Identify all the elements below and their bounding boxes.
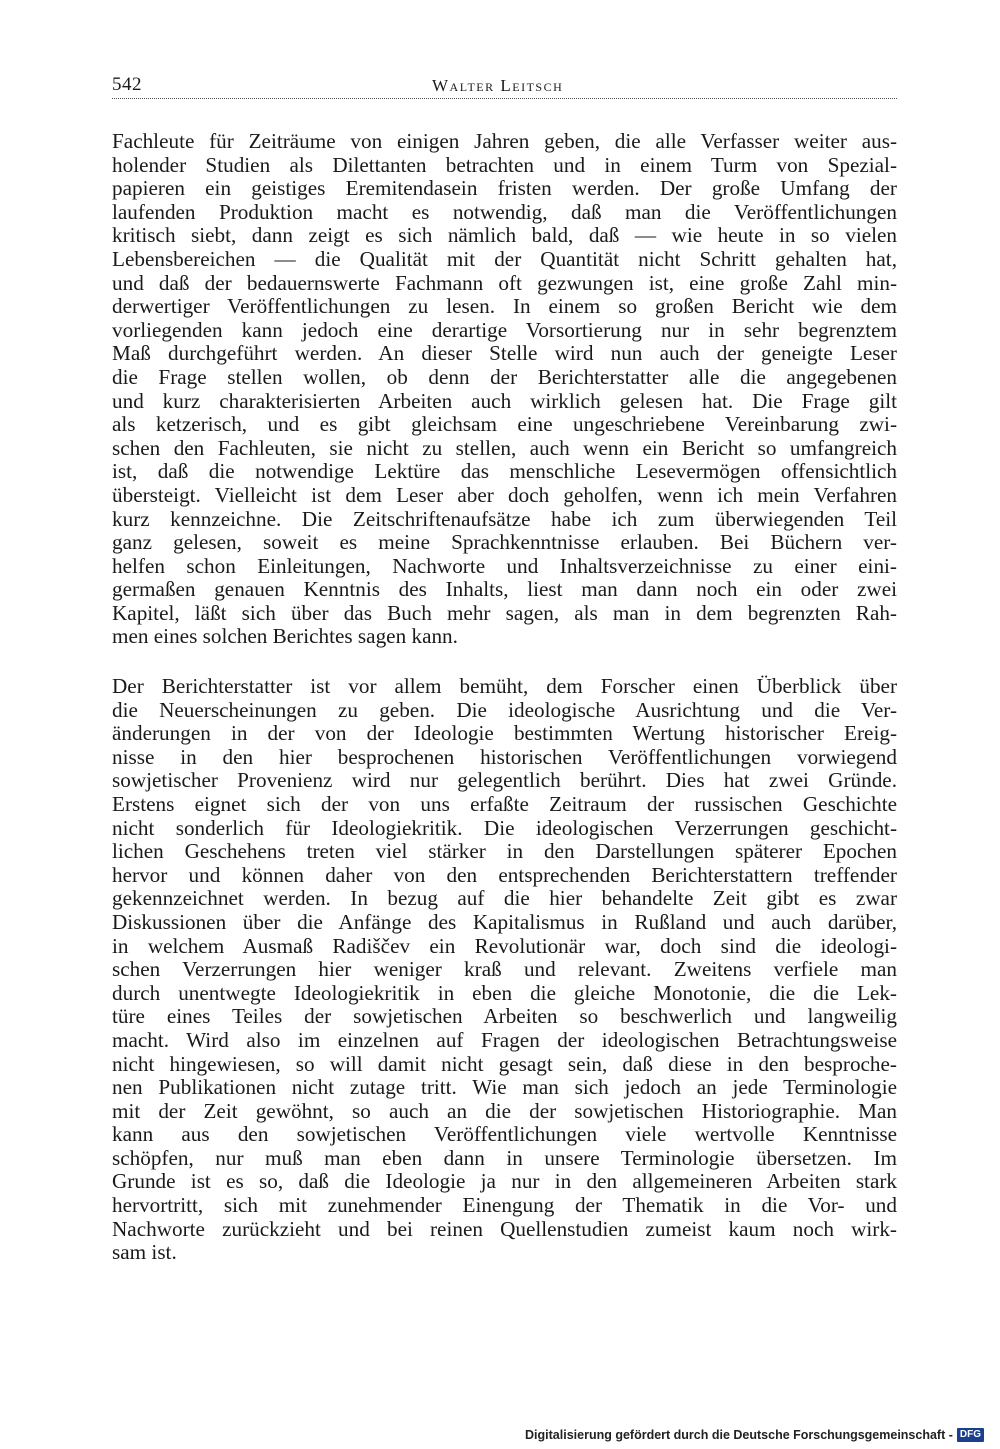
- text-line: mit der Zeit gewöhnt, so auch an die der sowjetischen Historiographie. Man: [112, 1099, 897, 1123]
- text-line: Der Berichterstatter ist vor allem bemüht, dem Forscher einen Überblick über: [112, 675, 897, 698]
- dfg-logo: DFG: [957, 1428, 984, 1442]
- text-line: und daß der bedauernswerte Fachmann oft gezwungen ist, eine große Zahl min-: [112, 271, 897, 295]
- text-line: übersteigt. Vielleicht ist dem Leser aber doch geholfen, wenn ich mein Verfahren: [112, 483, 897, 507]
- text-line: schen den Fachleuten, sie nicht zu stellen, auch wenn ein Bericht so umfangreich: [112, 436, 897, 460]
- text-line: kurz kennzeichne. Die Zeitschriftenaufsätze habe ich zum überwiegenden Teil: [112, 507, 897, 531]
- text-line: kritisch siebt, dann zeigt es sich nämlich bald, daß — wie heute in so vielen: [112, 224, 897, 248]
- text-line: sowjetischer Provenienz wird nur gelegentlich berührt. Dies hat zwei Gründe.: [112, 769, 897, 793]
- text-line: Kapitel, läßt sich über das Buch mehr sagen, als man in dem begrenzten Rah-: [112, 601, 897, 625]
- text-line: ganz gelesen, soweit es meine Sprachkenntnisse erlauben. Bei Büchern ver-: [112, 531, 897, 555]
- text-line: nen Publikationen nicht zutage tritt. Wie man sich jedoch an jede Terminologie: [112, 1076, 897, 1100]
- text-line: Fachleute für Zeiträume von einigen Jahren geben, die alle Verfasser weiter aus-: [112, 130, 897, 153]
- page-number: 542: [112, 74, 142, 95]
- text-line: Lebensbereichen — die Qualität mit der Quantität nicht Schritt gehalten hat,: [112, 247, 897, 271]
- text-line: holender Studien als Dilettanten betrachten und in einem Turm von Spezial-: [112, 153, 897, 177]
- text-line: laufenden Produktion macht es notwendig, daß man die Veröffentlichungen: [112, 200, 897, 224]
- text-line: Erstens eignet sich der von uns erfaßte Zeitraum der russischen Geschichte: [112, 792, 897, 816]
- text-line: nicht hingewiesen, so will damit nicht gesagt sein, daß diese in den besproche-: [112, 1052, 897, 1076]
- digitization-footer: [525, 1428, 984, 1442]
- text-line: schen Verzerrungen hier weniger kraß und relevant. Zweitens verfiele man: [112, 958, 897, 982]
- text-line: und kurz charakterisierten Arbeiten auch wirklich gelesen hat. Die Frage gilt: [112, 389, 897, 413]
- running-head: Walter Leitsch: [432, 76, 564, 95]
- text-line: vorliegenden kann jedoch eine derartige Vorsortierung nur in sehr begrenztem: [112, 318, 897, 342]
- text-line: hervor und können daher von den entsprechenden Berichterstattern treffender: [112, 863, 897, 887]
- text-line: macht. Wird also im einzelnen auf Fragen der ideologischen Betrachtungsweise: [112, 1028, 897, 1052]
- text-line: helfen schon Einleitungen, Nachworte und Inhaltsverzeichnisse zu einer eini-: [112, 554, 897, 578]
- text-line: nicht sonderlich für Ideologiekritik. Die ideologischen Verzerrungen geschicht-: [112, 816, 897, 840]
- text-line: Grunde ist es so, daß die Ideologie ja nur in den allgemeineren Arbeiten stark: [112, 1170, 897, 1194]
- text-line: ist, daß die notwendige Lektüre das menschliche Lesevermögen offensichtlich: [112, 460, 897, 484]
- text-line: änderungen in der von der Ideologie bestimmten Wertung historischer Ereig-: [112, 722, 897, 746]
- page-header: [112, 70, 897, 100]
- text-line: lichen Geschehens treten viel stärker in den Darstellungen späterer Epochen: [112, 840, 897, 864]
- text-line: schöpfen, nur muß man eben dann in unsere Terminologie übersetzen. Im: [112, 1146, 897, 1170]
- text-line: in welchem Ausmaß Radiščev ein Revolutionär war, doch sind die ideologi-: [112, 934, 897, 958]
- text-line: Maß durchgeführt werden. An dieser Stelle wird nun auch der geneigte Leser: [112, 342, 897, 366]
- text-line: papieren ein geistiges Eremitendasein fristen werden. Der große Umfang der: [112, 177, 897, 201]
- text-line: hervortritt, sich mit zunehmender Einengung der Thematik in die Vor- und: [112, 1194, 897, 1218]
- text-line: türe eines Teiles der sowjetischen Arbeiten so beschwerlich und langweilig: [112, 1005, 897, 1029]
- footer-text: Digitalisierung gefördert durch die Deutsche Forschungsgemeinschaft -: [525, 1428, 953, 1442]
- header-rule: [112, 98, 897, 99]
- text-line: die Frage stellen wollen, ob denn der Berichterstatter alle die angegebenen: [112, 365, 897, 389]
- text-line: Nachworte zurückzieht und bei reinen Quellenstudien zumeist kaum noch wirk-: [112, 1217, 897, 1241]
- paragraph-1: [112, 130, 897, 649]
- text-line: germaßen genauen Kenntnis des Inhalts, liest man dann noch ein oder zwei: [112, 578, 897, 602]
- text-line: die Neuerscheinungen zu geben. Die ideologische Ausrichtung und die Ver-: [112, 698, 897, 722]
- text-line: nisse in den hier besprochenen historischen Veröffentlichungen vorwiegend: [112, 745, 897, 769]
- text-line: sam ist.: [112, 1241, 177, 1265]
- text-line: als ketzerisch, und es gibt gleichsam eine ungeschriebene Vereinbarung zwi-: [112, 413, 897, 437]
- text-line: durch unentwegte Ideologiekritik in eben die gleiche Monotonie, die die Lek-: [112, 981, 897, 1005]
- text-line: men eines solchen Berichtes sagen kann.: [112, 625, 458, 649]
- paragraph-2: [112, 675, 897, 1265]
- text-line: kann aus den sowjetischen Veröffentlichungen viele wertvolle Kenntnisse: [112, 1123, 897, 1147]
- text-line: Diskussionen über die Anfänge des Kapitalismus in Rußland und auch darüber,: [112, 910, 897, 934]
- text-line: gekennzeichnet werden. In bezug auf die hier behandelte Zeit gibt es zwar: [112, 887, 897, 911]
- text-line: derwertiger Veröffentlichungen zu lesen. In einem so großen Bericht wie dem: [112, 295, 897, 319]
